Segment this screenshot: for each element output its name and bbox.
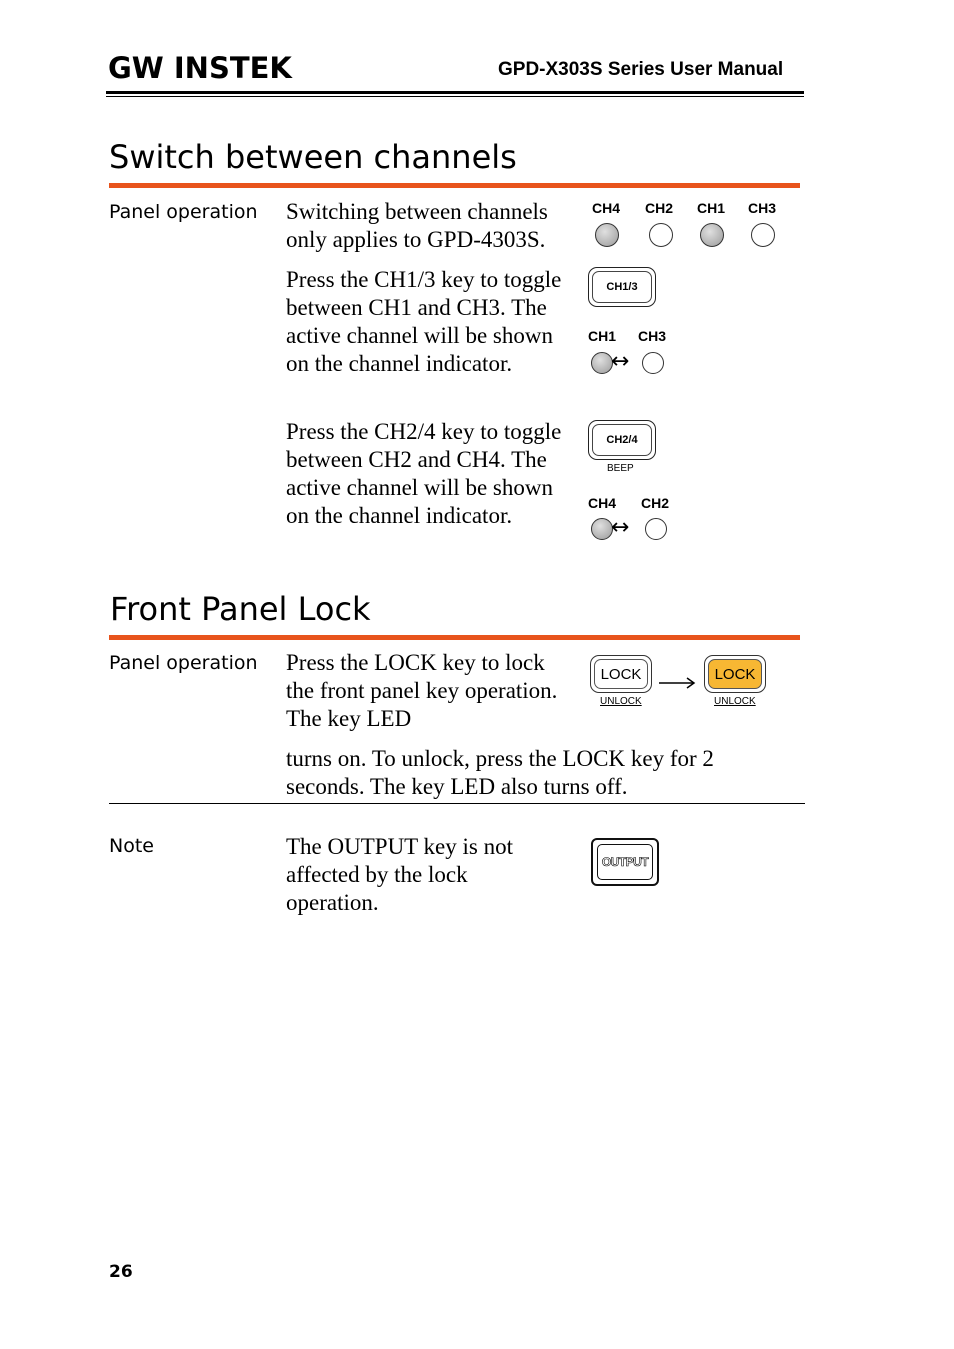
beep-label: BEEP xyxy=(607,463,634,474)
section-rule xyxy=(109,635,800,640)
switch-para-1: Switching between channels only applies to GPD-4303S. xyxy=(286,199,548,252)
lock-key-on-label: LOCK xyxy=(708,659,762,689)
ch13-left-label: CH1 xyxy=(588,328,617,344)
indicator-label-ch2: CH2 xyxy=(645,200,674,216)
indicator-label-ch3: CH3 xyxy=(748,200,777,216)
switch-para-2: Press the CH1/3 key to toggle between CH1 and CH3. The active channel will be shown on the channel indicator. xyxy=(286,267,562,376)
indicator-label-ch1: CH1 xyxy=(697,200,726,216)
lock-para-1: Press the LOCK key to lock the front panel key operation. The key LED xyxy=(286,650,558,731)
section-title-switch-channels: Switch between channels xyxy=(109,138,517,176)
lock-para-2: turns on. To unlock, press the LOCK key for 2 seconds. The key LED also turns off. xyxy=(286,746,714,799)
toggle-arrow-icon: ↔ xyxy=(611,515,630,540)
ch24-right-label: CH2 xyxy=(641,495,670,511)
switch-para-3: Press the CH2/4 key to toggle between CH2 and CH4. The active channel will be shown on the channel indicator. xyxy=(286,419,562,528)
led-ch1 xyxy=(700,223,724,247)
unlock-label-off: UNLOCK xyxy=(600,696,642,707)
lock-key-on[interactable] xyxy=(704,655,766,693)
led-ch1-toggle xyxy=(591,352,613,374)
arrow-right-icon xyxy=(658,676,698,690)
led-ch2 xyxy=(649,223,673,247)
divider xyxy=(109,803,805,804)
panel-operation-label: Panel operation xyxy=(109,652,258,674)
led-ch4-toggle xyxy=(591,518,613,540)
indicator-label-ch4: CH4 xyxy=(592,200,621,216)
manual-title: GPD-X303S Series User Manual xyxy=(498,59,784,80)
panel-operation-label: Panel operation xyxy=(109,201,258,223)
unlock-label-on: UNLOCK xyxy=(714,696,756,707)
gw-instek-logo: GW INSTEK xyxy=(108,51,292,85)
ch24-key-label: CH2/4 xyxy=(592,424,652,456)
lock-key-off-label: LOCK xyxy=(594,659,648,689)
section-title-front-panel-lock: Front Panel Lock xyxy=(110,590,371,628)
header-rule xyxy=(106,91,804,94)
led-ch2-toggle xyxy=(645,518,667,540)
header-rule-thin xyxy=(106,96,804,97)
toggle-arrow-icon: ↔ xyxy=(611,349,630,374)
ch13-key[interactable] xyxy=(588,267,656,307)
note-text: The OUTPUT key is not affected by the lock operation. xyxy=(286,834,514,915)
ch13-right-label: CH3 xyxy=(638,328,667,344)
output-key[interactable] xyxy=(591,838,659,886)
section-rule xyxy=(109,183,800,188)
led-ch3-toggle xyxy=(642,352,664,374)
ch24-left-label: CH4 xyxy=(588,495,617,511)
note-label: Note xyxy=(109,835,154,857)
ch24-key[interactable] xyxy=(588,420,656,460)
output-key-label: OUTPUT xyxy=(597,844,653,880)
led-ch4 xyxy=(595,223,619,247)
lock-key-off[interactable] xyxy=(590,655,652,693)
led-ch3 xyxy=(751,223,775,247)
page-number: 26 xyxy=(109,1262,133,1282)
ch13-key-label: CH1/3 xyxy=(592,271,652,303)
